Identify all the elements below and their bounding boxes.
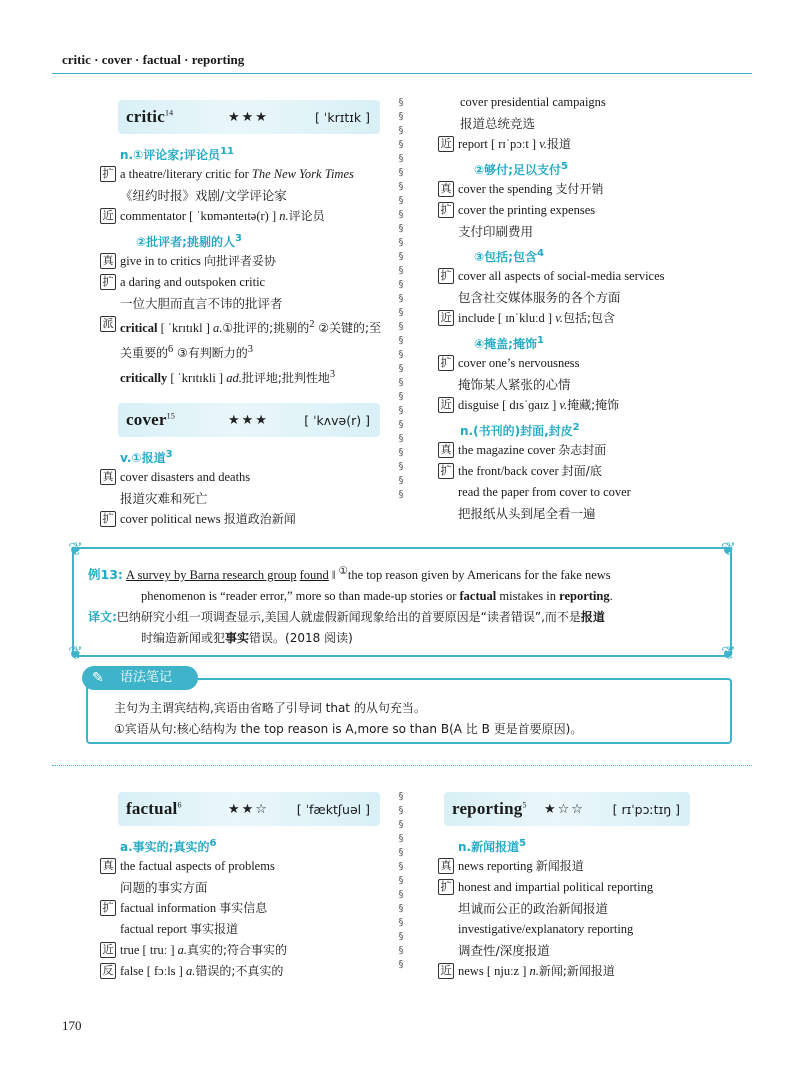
tag-jin: 近 [100, 942, 116, 958]
example-translation: 一位大胆而直言不讳的批评者 [120, 296, 283, 311]
entry-header-factual [118, 792, 380, 826]
example-translation: 《纽约时报》戏剧/文学评论家 [120, 188, 287, 203]
header-rule [52, 73, 752, 74]
derivative-line: 派 critical [ ˈkrɪtɪkl ] a.①批评的;挑剔的$^2$ ②关键的;至关重要的$^6$ ③有判断力的$^3$ [100, 314, 390, 364]
pronunciation: [ ˈkrɪtɪk ] [315, 109, 370, 125]
tag-kuo: 扩 [100, 900, 116, 916]
divider-glyph: § [398, 167, 404, 178]
example-line: 真 cover the spending 支付开销 [438, 179, 703, 200]
example-line: 扩 the front/back cover 封面/底 [438, 461, 703, 482]
entry-word: reporting$^5$ [452, 799, 527, 818]
divider-glyph: § [398, 237, 404, 248]
tag-fan: 反 [100, 963, 116, 979]
divider-glyph: § [398, 819, 404, 830]
tag-kuo: 扩 [438, 355, 454, 371]
divider-glyph: § [398, 153, 404, 164]
pen-icon: ✎ [92, 670, 104, 686]
tag-jin: 近 [438, 963, 454, 979]
tag-kuo: 扩 [100, 274, 116, 290]
example-label: 例13: [88, 567, 123, 583]
example-line: cover presidential campaigns [460, 95, 606, 109]
divider-glyph: § [398, 181, 404, 192]
translation-label: 译文: [88, 610, 117, 625]
left-column-bottom [100, 788, 390, 982]
sense: a.事实的;真实的$^6$ [120, 838, 217, 854]
example-13-box [68, 539, 736, 664]
synonym-line: 近 report [ rɪˈpɔːt ] v.报道 [438, 134, 703, 155]
example-translation: 掩饰某人紧张的心情 [458, 377, 571, 392]
tag-zhen: 真 [438, 181, 454, 197]
example-sentence: 例13: A survey by Barna research group found ‖ ①the top reason given by Americans for the fake news [88, 566, 611, 583]
divider-glyph: § [398, 889, 404, 900]
example-line: 扩 cover the printing expenses [438, 200, 703, 221]
divider-glyph: § [398, 791, 404, 802]
translation: 译文:巴纳研究小组一项调查显示,美国人就虚假新闻现象给出的首要原因是“读者错误”,而不是报道 [88, 610, 605, 625]
sense: v.①报道$^3$ [120, 449, 173, 466]
divider-glyph: § [398, 307, 404, 318]
divider-glyph: § [398, 195, 404, 206]
corner-ornament-icon: ❦ [68, 539, 84, 560]
entry-header-reporting [444, 792, 690, 826]
entry-header-critic [118, 100, 380, 134]
example-translation: 报道灾难和死亡 [120, 491, 208, 507]
divider-glyph: § [398, 377, 404, 388]
tag-zhen: 真 [438, 858, 454, 874]
tag-pai: 派 [100, 316, 116, 332]
divider-glyph: § [398, 917, 404, 928]
tag-jin: 近 [100, 208, 116, 224]
divider-glyph: § [398, 475, 404, 486]
sense: ②够付;足以支付$^5$ [474, 161, 568, 177]
sense: ③包括;包含$^4$ [474, 248, 544, 264]
divider-glyph: § [398, 419, 404, 430]
divider-glyph: § [398, 805, 404, 816]
antonym-line: 反 false [ fɔːls ] a.错误的;不真实的 [100, 961, 390, 982]
divider-glyph: § [398, 97, 404, 108]
derivative-line: critically [ ˈkrɪtɪkli ] ad.批评地;批判性地$^3$ [120, 369, 336, 386]
tag-kuo: 扩 [438, 202, 454, 218]
example-line: 扩 factual information 事实信息 [100, 898, 390, 919]
translation-cont: 时编造新闻或犯事实错误。(2018 阅读) [141, 631, 353, 646]
entry-word: factual$^6$ [126, 799, 182, 818]
example-line: 真 news reporting 新闻报道 [438, 856, 703, 877]
page-number: 170 [62, 1018, 82, 1033]
entry-header-cover [118, 403, 380, 437]
divider-glyph: § [398, 293, 404, 304]
sense: n.新闻报道$^5$ [458, 838, 527, 854]
divider-glyph: § [398, 959, 404, 970]
example-translation: 问题的事实方面 [120, 880, 208, 895]
synonym-line: 近 true [ truː ] a.真实的;符合事实的 [100, 940, 390, 961]
pronunciation: [ ˈfæktʃuəl ] [296, 801, 370, 817]
entry-word: cover$^{15}$ [126, 410, 176, 430]
sense: ②批评者;挑剔的人$^3$ [136, 233, 242, 249]
example-line: 真 give in to critics 向批评者妥协 [100, 251, 390, 272]
example-translation: 坦诚而公正的政治新闻报道 [458, 901, 609, 916]
synonym-line: 近 include [ ɪnˈkluːd ] v.包括;包含 [438, 308, 703, 329]
column-divider [396, 96, 406, 506]
star-rating: ★★☆ [228, 801, 269, 817]
running-head: critic · cover · factual · reporting [62, 52, 245, 67]
example-line: 扩 cover political news 报道政治新闻 [100, 509, 390, 530]
divider-glyph: § [398, 265, 404, 276]
corner-ornament-icon: ❦ [720, 643, 736, 664]
divider-glyph: § [398, 833, 404, 844]
example-sentence-cont: phenomenon is “reader error,” more so than made-up stories or factual mistakes in reporting. [141, 589, 613, 604]
tag-zhen: 真 [100, 858, 116, 874]
example-line: investigative/explanatory reporting [458, 922, 634, 936]
example-line: 扩 cover all aspects of social-media services [438, 266, 703, 287]
example-translation: 报道总统竞选 [460, 116, 536, 131]
divider-glyph: § [398, 391, 404, 402]
tag-zhen: 真 [100, 469, 116, 485]
example-line: 真 the magazine cover 杂志封面 [438, 440, 703, 461]
example-line: read the paper from cover to cover [458, 485, 631, 499]
tag-kuo: 扩 [438, 463, 454, 479]
divider-glyph: § [398, 461, 404, 472]
example-translation: 把报纸从头到尾全看一遍 [458, 506, 596, 521]
divider-glyph: § [398, 847, 404, 858]
divider-glyph: § [398, 251, 404, 262]
column-divider [396, 790, 406, 975]
divider-glyph: § [398, 125, 404, 136]
left-column-top [100, 96, 390, 530]
example-line: 真 cover disasters and deaths [100, 467, 390, 488]
section-divider [52, 765, 752, 766]
example-line: factual report 事实报道 [120, 922, 239, 936]
sense: ④掩盖;掩饰$^1$ [474, 335, 544, 351]
right-column-top [438, 92, 703, 524]
entry-word: critic$^{14}$ [126, 107, 174, 126]
example-translation: 调查性/深度报道 [458, 943, 550, 958]
grammar-line: ①宾语从句:核心结构为 the top reason is A,more so than B(A 比 B 更是首要原因)。 [114, 722, 583, 736]
tag-jin: 近 [438, 397, 454, 413]
sense: n.①评论家;评论员$^{11}$ [120, 146, 234, 162]
corner-ornament-icon: ❦ [720, 539, 736, 560]
divider-glyph: § [398, 111, 404, 122]
divider-glyph: § [398, 349, 404, 360]
divider-glyph: § [398, 875, 404, 886]
divider-glyph: § [398, 209, 404, 220]
synonym-line: 近 commentator [ ˈkɒmənteɪtə(r) ] n.评论员 [100, 206, 390, 227]
tag-kuo: 扩 [438, 879, 454, 895]
example-line: 扩 cover one’s nervousness [438, 353, 703, 374]
divider-glyph: § [398, 223, 404, 234]
divider-glyph: § [398, 931, 404, 942]
divider-glyph: § [398, 945, 404, 956]
example-line: 扩 a daring and outspoken critic [100, 272, 390, 293]
tag-zhen: 真 [100, 253, 116, 269]
pronunciation: [ ˈkʌvə(r) ] [304, 412, 370, 428]
pronunciation: [ rɪˈpɔːtɪŋ ] [612, 801, 680, 817]
tag-zhen: 真 [438, 442, 454, 458]
tag-jin: 近 [438, 136, 454, 152]
divider-glyph: § [398, 433, 404, 444]
synonym-line: 近 disguise [ dɪsˈɡaɪz ] v.掩藏;掩饰 [438, 395, 703, 416]
sense: n.(书刊的)封面,封皮$^2$ [460, 422, 580, 438]
example-line: 真 the factual aspects of problems [100, 856, 390, 877]
right-column-bottom [438, 788, 703, 982]
tag-jin: 近 [438, 310, 454, 326]
divider-glyph: § [398, 335, 404, 346]
example-translation: 支付印刷费用 [458, 224, 534, 239]
corner-ornament-icon: ❦ [68, 643, 84, 664]
divider-glyph: § [398, 321, 404, 332]
tag-kuo: 扩 [100, 511, 116, 527]
divider-glyph: § [398, 405, 404, 416]
tag-kuo: 扩 [100, 166, 116, 182]
star-rating: ★☆☆ [544, 801, 585, 817]
grammar-note-tag: ✎ 语法笔记 [82, 666, 198, 690]
example-line: 扩 honest and impartial political reporting [438, 877, 703, 898]
divider-glyph: § [398, 363, 404, 374]
tag-kuo: 扩 [438, 268, 454, 284]
star-rating: ★★★ [228, 109, 269, 125]
grammar-line: 主句为主谓宾结构,宾语由省略了引导词 that 的从句充当。 [114, 701, 426, 715]
divider-glyph: § [398, 489, 404, 500]
synonym-line: 近 news [ njuːz ] n.新闻;新闻报道 [438, 961, 703, 982]
divider-glyph: § [398, 861, 404, 872]
divider-glyph: § [398, 139, 404, 150]
divider-glyph: § [398, 903, 404, 914]
star-rating: ★★★ [228, 412, 269, 428]
divider-glyph: § [398, 279, 404, 290]
example-translation: 包含社交媒体服务的各个方面 [458, 290, 621, 305]
divider-glyph: § [398, 447, 404, 458]
example-line: 扩 a theatre/literary critic for The New York Times [100, 164, 390, 185]
